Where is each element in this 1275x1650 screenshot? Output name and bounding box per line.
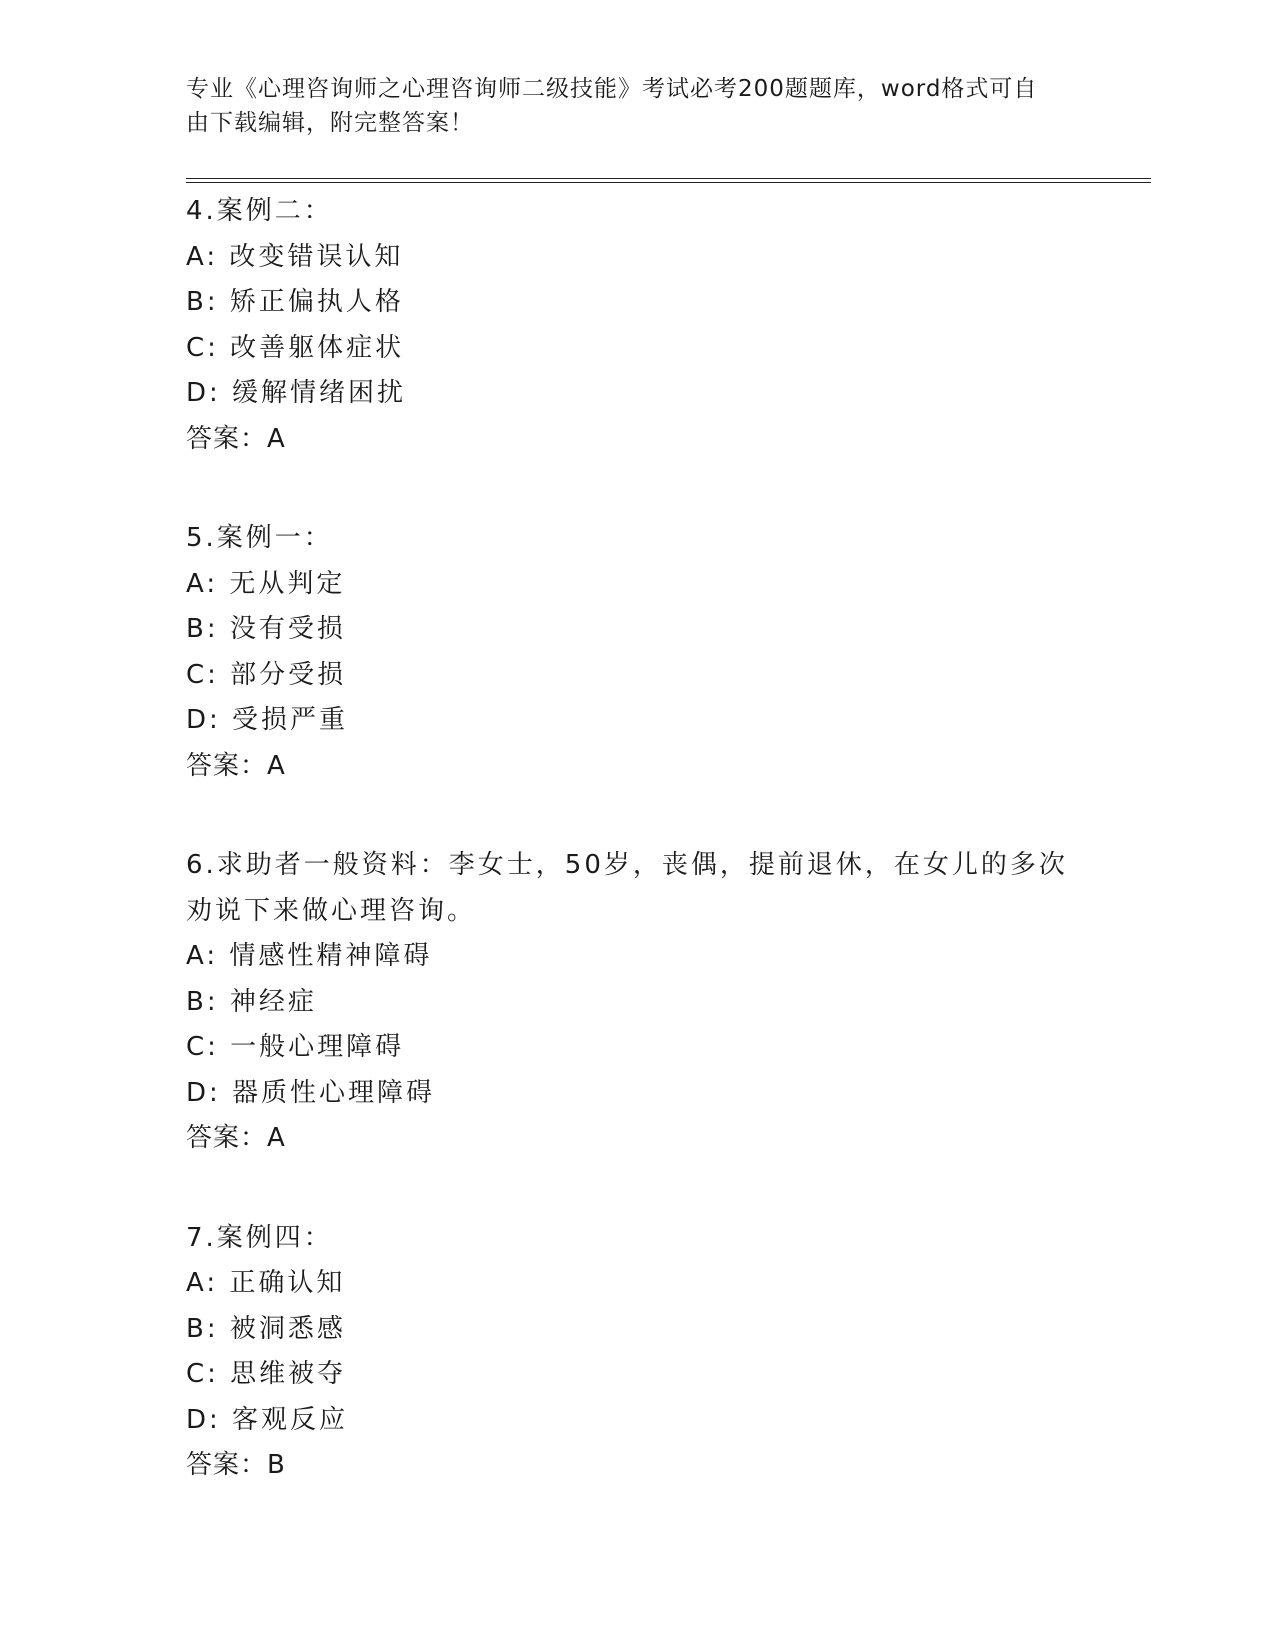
option-d: D: 缓解情绪困扰 — [186, 378, 407, 408]
header-divider-bottom — [186, 182, 1151, 183]
answer-label: 答案：A — [186, 750, 286, 781]
header-line-1: 专业《心理咨询师之心理咨询师二级技能》考试必考200题题库，word格式可自 — [186, 76, 1038, 102]
option-c: C: 部分受损 — [186, 659, 347, 690]
option-b: B: 矫正偏执人格 — [186, 287, 404, 317]
option-c: C: 一般心理障碍 — [186, 1032, 405, 1062]
question-stem: 7.案例四： — [186, 1222, 333, 1253]
question-7 — [186, 1216, 1086, 1489]
document-header — [186, 72, 1066, 140]
answer-label: 答案：A — [186, 423, 286, 454]
option-c: C: 改善躯体症状 — [186, 332, 405, 363]
option-c: C: 思维被夺 — [186, 1359, 347, 1389]
option-d: D: 器质性心理障碍 — [186, 1077, 436, 1108]
question-6 — [186, 843, 1086, 1162]
answer-label: 答案：B — [186, 1450, 286, 1480]
question-stem-line-2: 劝说下来做心理咨询。 — [186, 895, 477, 926]
question-stem: 5.案例一： — [186, 523, 333, 553]
option-a: A: 正确认知 — [186, 1268, 346, 1298]
option-d: D: 客观反应 — [186, 1404, 349, 1435]
option-b: B: 神经症 — [186, 986, 317, 1017]
option-a: A: 情感性精神障碍 — [186, 941, 433, 971]
option-a: A: 改变错误认知 — [186, 241, 404, 272]
option-a: A: 无从判定 — [186, 568, 346, 599]
header-line-2: 由下载编辑，附完整答案！ — [186, 110, 474, 136]
question-4 — [186, 189, 1086, 462]
question-5 — [186, 516, 1086, 789]
question-stem-line-1: 6.求助者一般资料：李女士，50岁，丧偶，提前退休，在女儿的多次 — [186, 850, 1068, 880]
header-divider-top — [186, 178, 1151, 179]
option-b: B: 被洞悉感 — [186, 1313, 346, 1344]
question-list — [186, 189, 1086, 1543]
option-d: D: 受损严重 — [186, 705, 349, 735]
question-stem: 4.案例二： — [186, 196, 333, 226]
answer-label: 答案：A — [186, 1123, 286, 1153]
option-b: B: 没有受损 — [186, 614, 346, 644]
